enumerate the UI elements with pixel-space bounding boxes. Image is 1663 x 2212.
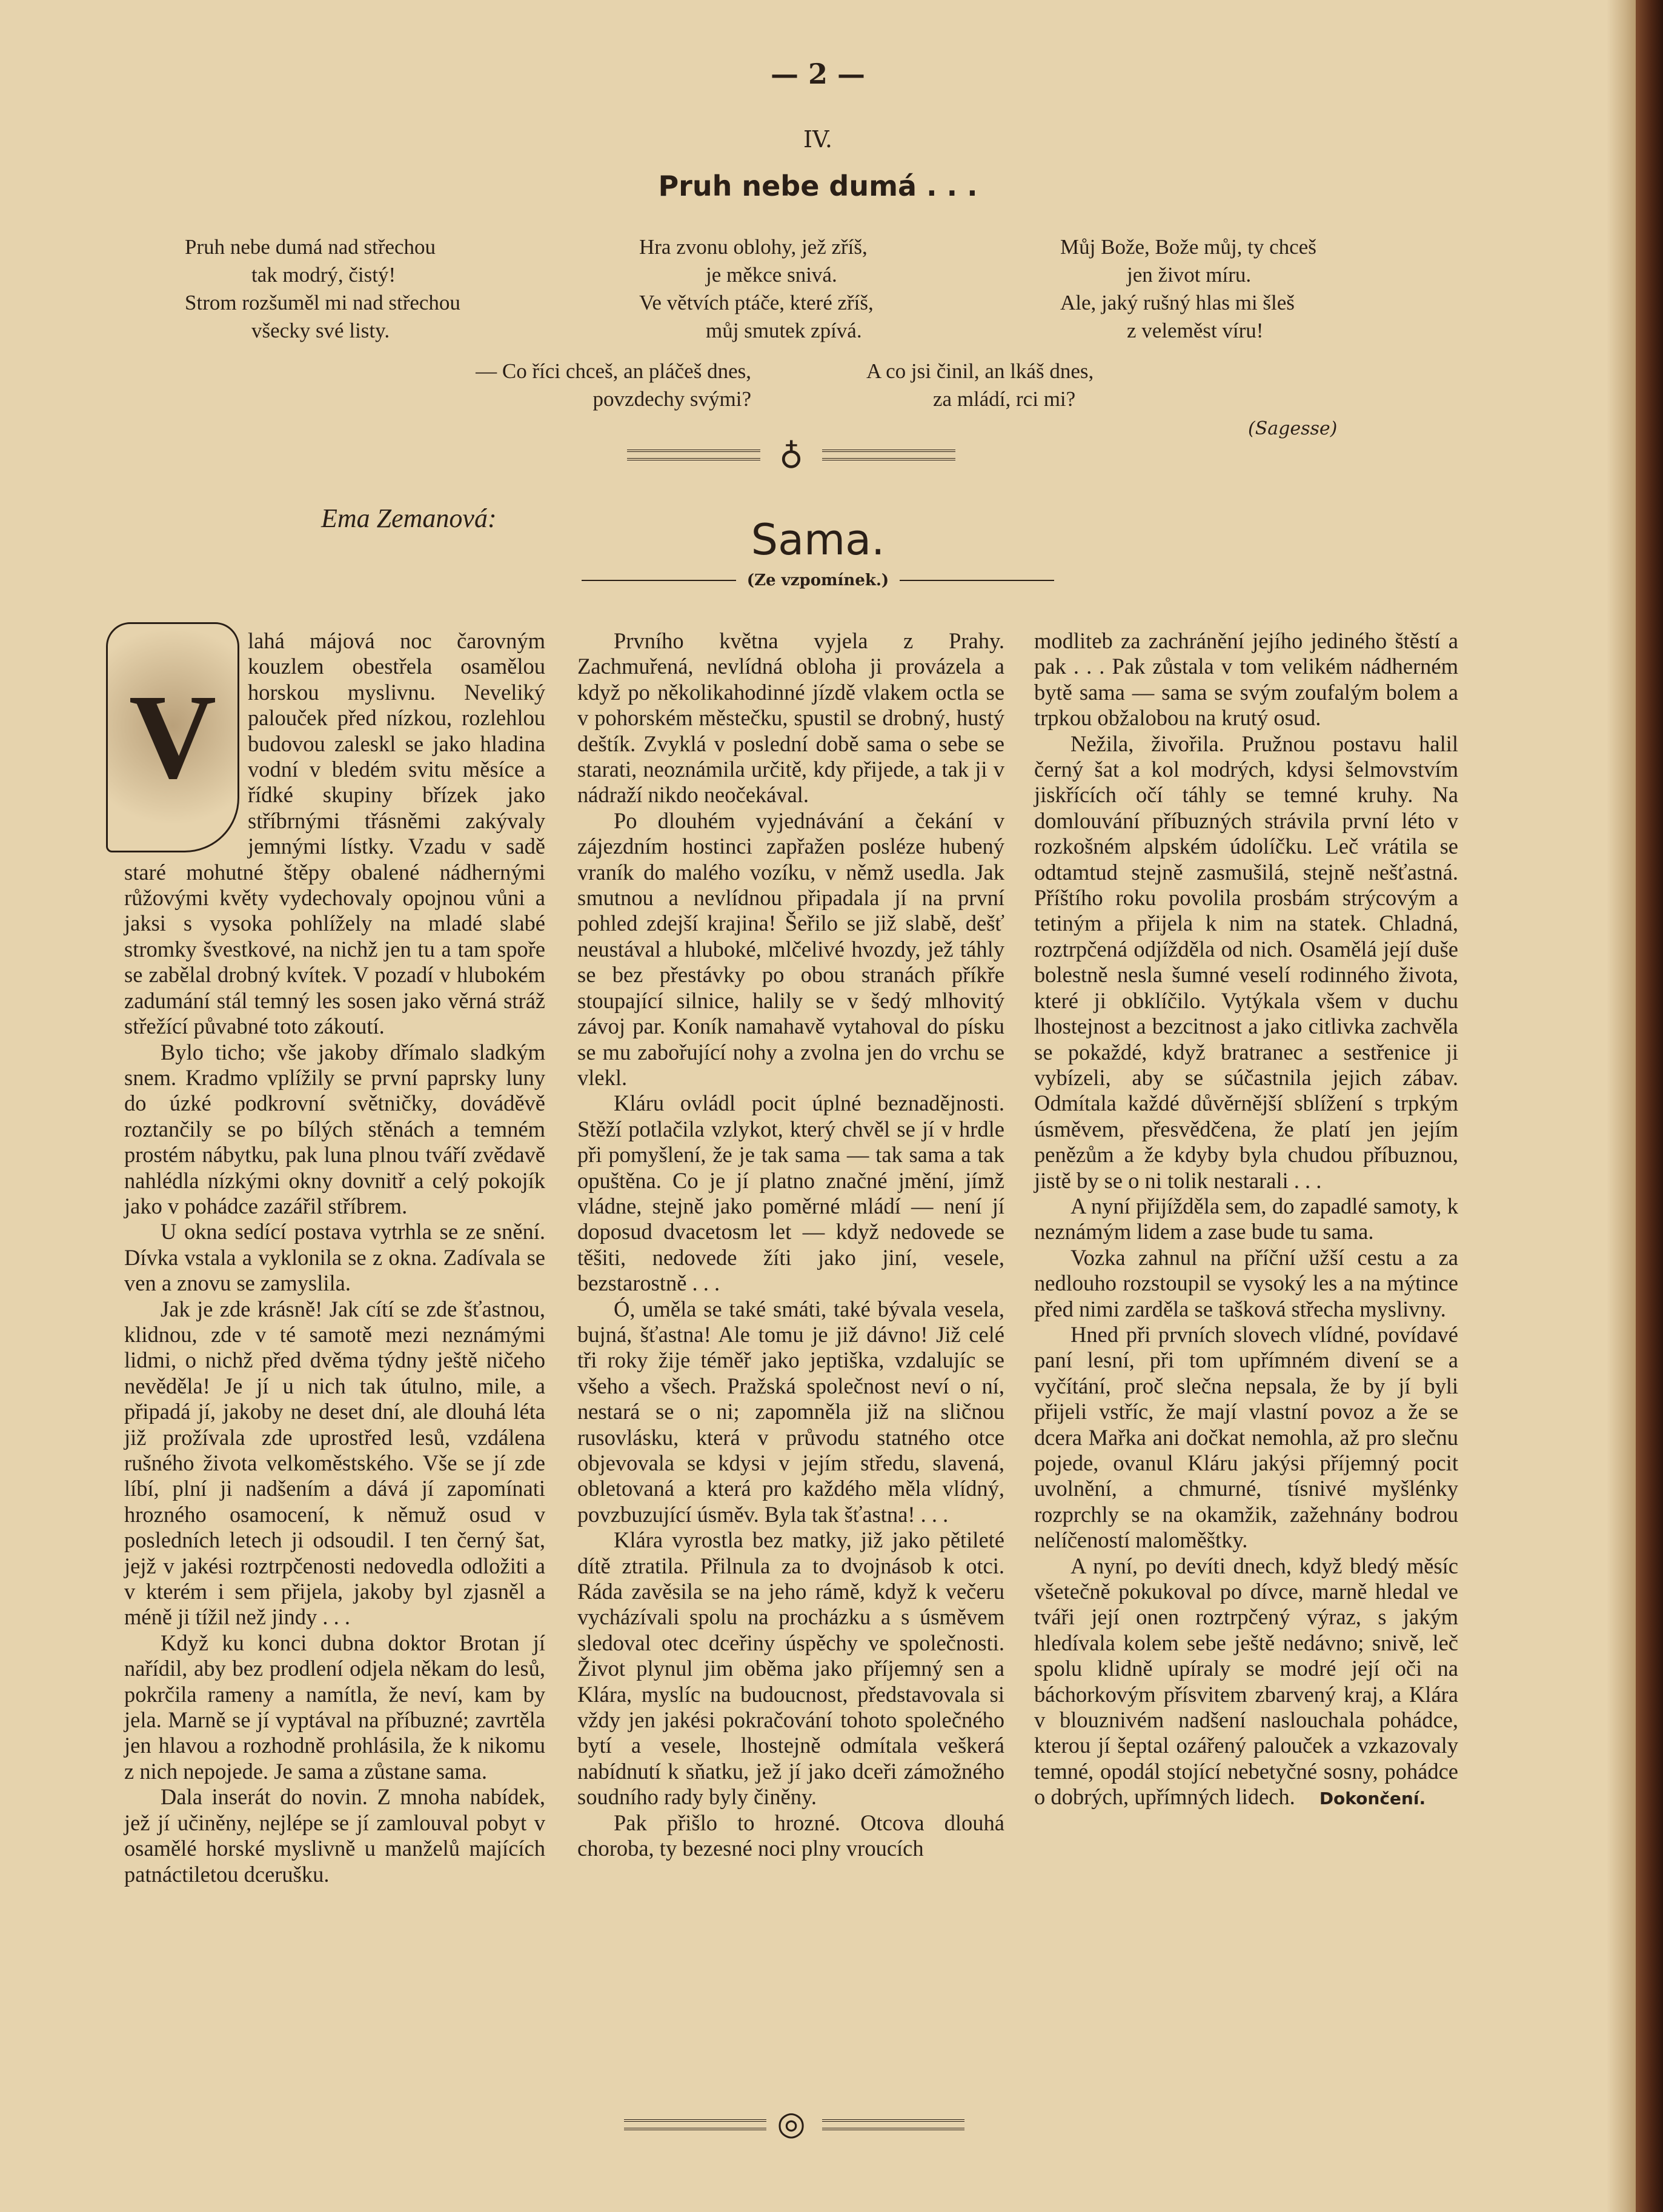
poem-line: všecky své listy.	[251, 319, 390, 342]
paragraph: modliteb za zachránění jejího jediného štěstí a pak . . . Pak zůstala v tom velikém nádherném bytě sama — sama se svým zoufalým bolem a trpkou obžalobou na krutý osud.	[1034, 628, 1458, 731]
paragraph: Bylo ticho; vše jakoby dřímalo sladkým snem. Kradmo vplížily se první paprsky luny do úzké podkrovní světničky, dováděvě roztančily se po bílých stěnách a temném prostém nábytku, pak luna plnou tváří zvědavě nahlédla nízkými okny dovnitř a celý pokojík jako v pohádce zazářil stříbrem.	[124, 1039, 545, 1218]
paragraph: A nyní přijížděla sem, do zapadlé samoty, k neznámým lidem a zase bude tu sama.	[1034, 1193, 1458, 1244]
paragraph: Po dlouhém vyjednávání a čekání v zájezdním hostinci zapřažen posléze hubený vraník do malého vozíku, v němž usedla. Jak smutnou a nevlídnou připadala jí na první pohled zdejší krajina! Šeřilo se již slabě, dešť neustával a hluboké, mlčelivé hvozdy, jež táhly se bez přestávky po obou stranách příkře stoupající silnice, halily se v šedý mlhovitý závoj par. Koník namahavě vytahoval do písku se mu zabořující nohy a zvolna jen do vrchu se vlekl.	[577, 808, 1004, 1090]
paragraph: Klára vyrostla bez matky, již jako pětileté dítě ztratila. Přilnula za to dvojnásob k otci. Ráda zavěsila se na jeho rámě, když k večeru vycházívali spolu na procházku a s úsměvem sledoval otec dceřiny úspěchy ve společnosti. Život plynul jim oběma jako příjemný sen a Klára, myslíc na budoucnost, představovala si vždy jen jakési pokračování tohoto společného bytí a vesele, lhostejně odmítala veškerá nabídnutí k sňatku, jež jí jako dceři zámožného soudního rady byly činěny.	[577, 1527, 1004, 1810]
paragraph: Pak přišlo to hrozné. Otcova dlouhá choroba, ty bezesné noci plny vroucích	[577, 1810, 1004, 1861]
poem-line: Strom rozšuměl mi nad střechou	[185, 291, 460, 314]
poem-line: jen život míru.	[1127, 263, 1252, 287]
text-column-3	[1034, 628, 1458, 1812]
paragraph	[1034, 1553, 1458, 1812]
poem-stanza-5	[866, 357, 1094, 413]
story-subtitle: (Ze vzpomínek.)	[746, 571, 889, 590]
paragraph: U okna sedící postava vytrhla se ze snění. Dívka vstala a vyklonila se z okna. Zadívala se ven a znovu se zamyslila.	[124, 1219, 545, 1296]
paragraph: Kláru ovládl pocit úplné beznadějnosti. Stěží potlačila vzlykot, který chvěl se jí v hrdle při pomyšlení, že je tak sama — tak sama a tak opuštěna. Co je jí platno značné jmění, jímž vládne, stejně jako poměrné mládí — není jí doposud dvacetosm let — když nedovede se těšiti, nedovede žíti jako jiní, vesele, bezstarostně . . .	[577, 1091, 1004, 1296]
poem-line: — Co říci chceš, an pláčeš dnes,	[476, 359, 751, 383]
poem-stanza-2	[639, 233, 874, 345]
ornamental-initial: V	[106, 622, 239, 852]
paragraph: Když ku konci dubna doktor Brotan jí nařídil, aby bez prodlení odjela někam do lesů, pokrčila rameny a namítla, že neví, kam by jela. Marně se jí vyptával na příbuzné; zavrtěla jen hlavou a rozhodně prohlásila, že k nikomu z nich nepojede. Je sama a zůstane sama.	[124, 1630, 545, 1784]
poem-line: Ve větvích ptáče, které zříš,	[639, 291, 874, 314]
poem-line: Hra zvonu oblohy, jež zříš,	[639, 235, 868, 259]
poem-line: povzdechy svými?	[593, 387, 751, 411]
poem-source: (Sagesse)	[1248, 418, 1338, 439]
paragraph: Ó, uměla se také smáti, také bývala vesela, bujná, šťastna! Ale tomu je již dávno! Již celé tři roky žije téměř jako jeptiška, vzdalujíc se všeho a všech. Pražská společnost neví o ní, nestará se o ni; zapomněla již na sličnou rusovlásku, která v průvodu statného otce objevovala se kdysi v jejím středu, slavená, obletovaná a která pro každého měla vlídný, povzbuzující úsměv. Byla tak šťastna! . . .	[577, 1296, 1004, 1527]
paragraph: Vozka zahnul na příční užší cestu a za nedlouho rozstoupil se vysoký les a na mýtince před nimi zarděla se tašková střecha myslivny.	[1034, 1244, 1458, 1321]
page-edge	[1607, 0, 1636, 2212]
poem-stanza-4	[363, 357, 751, 413]
page-number: — 2 —	[770, 58, 866, 90]
paragraph-text: lahá májová noc čarovným kouzlem obestřela osamělou horskou myslivnu. Neveliký palouček před nízkou, rozlehlou budovou zaleskl se jako hladina vodní v bledém svitu měsíce a řídké skupiny břízek jako stříbrnými třásněmi zakývaly jemnými lístky. Vzadu v sadě staré mohutné štěpy obalené nádhernými růžovými květy vydechovaly opojnou vůni a jaksi s vysoka pohlížely na mladé slabé stromky švestkové, na nichž jen tu a tam spoře se zabělal drobný kvítek. V pozadí v hlubokém zadumání stál temný les sosen jako věrná stráž střežící půvabné toto zákoutí.	[124, 628, 545, 1039]
poem-stanza-3	[1060, 233, 1316, 345]
poem-line: z veleměst víru!	[1127, 319, 1264, 342]
text-column-1	[124, 628, 545, 1887]
paragraph: Jak je zde krásně! Jak cítí se zde šťastnou, klidnou, zde v té samotě mezi neznámými lidmi, o nichž před dvěma týdny ještě ničeho nevěděla! Je jí u nich tak útulno, mile, a připadá jí, jakoby ne deset dní, ale dlouhá léta již prožívala zde uprostřed lesů, vzdálena rušného života velkoměstského. Vše se jí zde líbí, plní ji nadšením a dává jí zapomínati hrozného osamocení, k němuž osud v posledních letech ji odsoudil. I ten černý šat, jejž v jakési roztrpčenosti nedovedla odložiti a v kterém i sem přijela, jakoby byl zjasněl a méně ji tížil než jindy . . .	[124, 1296, 545, 1630]
paragraph: Hned při prvních slovech vlídné, povídavé paní lesní, při tom upřímném divení se a vyčítání, proč slečna nepsala, že by jí byli přijeli vstříc, že mají vlastní povoz a že se dcera Mařka ani dočkat nemohla, až pro slečnu pojede, ovanul Kláru jakýsi příjemný pocit uvolnění, a chmurné, tísnivé myšlénky rozprchly se na okamžik, zažehnány bodrou nelíčeností maloměštky.	[1034, 1321, 1458, 1553]
divider-rule	[627, 450, 760, 460]
poem-line: můj smutek zpívá.	[706, 319, 862, 342]
poem-line: Ale, jaký rušný hlas mi šleš	[1060, 291, 1295, 314]
poem-line: Můj Bože, Bože můj, ty chceš	[1060, 235, 1316, 259]
story-subtitle-row	[582, 571, 1054, 590]
poem-line: je měkce snivá.	[706, 263, 837, 287]
ornament-icon: ♁	[779, 434, 803, 472]
story-title: Sama.	[751, 515, 885, 565]
poem-line: tak modrý, čistý!	[251, 263, 396, 287]
divider-rule	[624, 2119, 766, 2130]
subtitle-rule	[582, 580, 736, 581]
paragraph: Prvního května vyjela z Prahy. Zachmuřená, nevlídná obloha ji provázela a když po několikahodinné jízdě vlakem octla se v pohorském městečku, spustil se drobný, hustý deštík. Zvyklá v poslední době sama o sebe se starati, neoznámila určitě, kdy přijede, a tak ji v nádraží nikdo neočekával.	[577, 628, 1004, 808]
divider-rule	[822, 450, 955, 460]
subtitle-rule	[900, 580, 1054, 581]
poem-stanza-1	[185, 233, 460, 345]
ornament-icon: ◎	[777, 2104, 806, 2142]
poem-title: Pruh nebe dumá . . .	[658, 170, 978, 202]
book-spine	[1636, 0, 1663, 2212]
poem-section-number: IV.	[803, 126, 832, 153]
poem-line: Pruh nebe dumá nad střechou	[185, 235, 436, 259]
text-column-2	[577, 628, 1004, 1862]
poem-line: A co jsi činil, an lkáš dnes,	[866, 359, 1094, 383]
divider-rule	[822, 2119, 964, 2130]
paragraph	[124, 628, 545, 1040]
story-author: Ema Zemanová:	[321, 503, 497, 533]
paragraph: Nežila, živořila. Pružnou postavu halil černý šat a kol modrých, kdysi šelmovstvím jiskřících očí táhly se temné kruhy. Na domlouvání příbuzných strávila první léto v rozkošném alpském údolíčku. Leč vrátila se odtamtud stejně zasmušilá, stejně nešťastná. Příštího roku povolila prosbám strýcovým a tetiným a přijela k nim na statek. Chladná, roztrpčená odjížděla od nich. Osamělá její duše bolestně nesla šumné veselí rodinného života, které ji obklíčilo. Vytýkala všem v duchu lhostejnost a bezcitnost a jako citlivka zachvěla se pokaždé, když bratranec a sestřenice ji vybízeli, aby se súčastnila jejich zábav. Odmítala každé důvěrnější sblížení s trpkým úsměvem, přesvědčena, že platí jen jejím penězům a že kdyby byla chudou příbuznou, jistě by se o ni tolik nestarali . . .	[1034, 731, 1458, 1193]
paragraph-text: A nyní, po devíti dnech, když bledý měsíc všetečně pokukoval po dívce, marně hledal ve tváři její onen roztrpčený výraz, s jakým hledívala kolem sebe ještě nedávno; snivě, leč spolu klidně upíraly se modré její oči na báchorkovým přísvitem zbarvený kraj, a Klára v blouznivém nadšení naslouchala pohádce, kterou jí šeptal ozářený palouček a vzkazovaly temné, opodál stojící nebetyčné sosny, pohádce o dobrých, upřímných lidech.	[1034, 1553, 1458, 1810]
story-end-mark: Dokončení.	[1319, 1789, 1426, 1809]
paragraph: Dala inserát do novin. Z mnoha nabídek, jež jí učiněny, nejlépe se jí zamlouval pobyt v osamělé horské myslivně u manželů majících patnáctiletou dcerušku.	[124, 1784, 545, 1887]
poem-line: za mládí, rci mi?	[933, 387, 1076, 411]
